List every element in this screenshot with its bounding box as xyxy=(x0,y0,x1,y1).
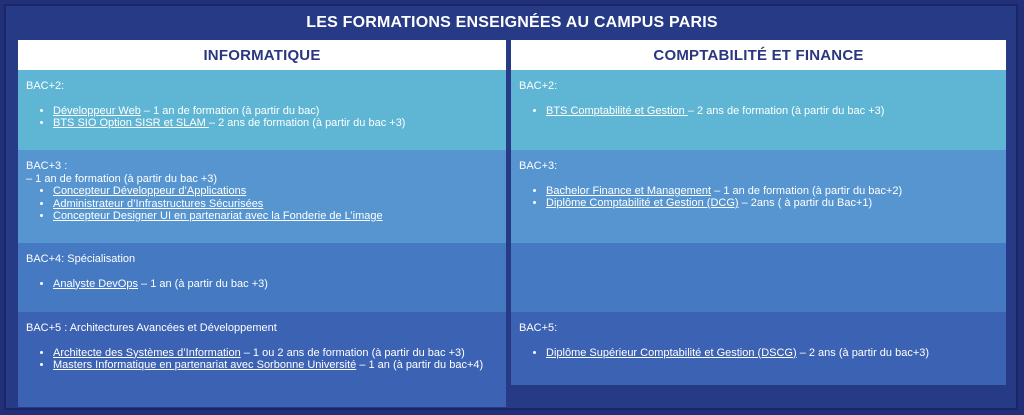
program-detail: – 2 ans de formation (à partir du bac +3) xyxy=(208,117,406,129)
program-link-architecte-si[interactable]: Architecte des Systèmes d’Information xyxy=(53,346,241,359)
level-label: BAC+2: xyxy=(26,80,65,92)
program-list xyxy=(519,105,998,118)
list-item xyxy=(53,185,498,198)
level-label: BAC+5 : Architectures Avancées et Développement xyxy=(26,322,277,334)
program-link-analyste-devops[interactable]: Analyste DevOps xyxy=(53,277,138,290)
level-label: BAC+3 : xyxy=(26,160,68,172)
row-bac4 xyxy=(18,243,506,312)
list-item xyxy=(546,347,998,360)
program-list xyxy=(519,185,998,210)
row-bac3 xyxy=(18,150,506,243)
row-bac2 xyxy=(511,70,1006,150)
column-header: COMPTABILITÉ ET FINANCE xyxy=(511,40,1006,70)
program-link-dcg[interactable]: Diplôme Comptabilité et Gestion (DCG) xyxy=(546,197,739,209)
row-bac5 xyxy=(511,312,1006,385)
column-header: INFORMATIQUE xyxy=(18,40,506,70)
program-link-administrateur-infrastructures[interactable]: Administrateur d’Infrastructures Sécurisées xyxy=(53,197,264,210)
row-bac2 xyxy=(18,70,506,150)
page-title: LES FORMATIONS ENSEIGNÉES AU CAMPUS PARIS xyxy=(306,14,718,31)
row-bac3 xyxy=(511,150,1006,243)
program-detail: – 1 an de formation (à partir du bac) xyxy=(140,104,320,117)
program-detail: – 1 an (à partir du bac+4) xyxy=(356,359,484,371)
list-item xyxy=(546,197,998,210)
program-link-bts-sio[interactable]: BTS SIO Option SISR et SLAM xyxy=(53,117,209,129)
program-detail: – 1 an de formation (à partir du bac+2) xyxy=(711,184,903,197)
row-bac5 xyxy=(18,312,506,407)
program-link-concepteur-developpeur[interactable]: Concepteur Développeur d’Applications xyxy=(53,185,247,197)
program-link-developpeur-web[interactable]: Développeur Web xyxy=(53,104,141,117)
column-informatique xyxy=(18,40,506,407)
program-detail: – 2ans ( à partir du Bac+1) xyxy=(738,197,873,209)
column-comptabilite-finance xyxy=(511,40,1006,385)
level-label: BAC+5: xyxy=(519,322,558,334)
program-list xyxy=(26,347,498,372)
list-item xyxy=(53,198,498,211)
level-intro: – 1 an de formation (à partir du bac +3) xyxy=(26,172,218,185)
program-detail: – 1 ou 2 ans de formation (à partir du bac +3) xyxy=(240,346,465,359)
list-item xyxy=(53,347,498,360)
program-detail: – 2 ans de formation (à partir du bac +3) xyxy=(687,104,885,117)
program-list xyxy=(26,278,498,291)
list-item xyxy=(53,117,498,130)
program-link-bts-comptabilite[interactable]: BTS Comptabilité et Gestion xyxy=(546,104,688,117)
list-item xyxy=(546,105,998,118)
program-link-concepteur-designer-ui[interactable]: Concepteur Designer UI en partenariat avec la Fonderie de L’image xyxy=(53,210,383,222)
program-link-bachelor-finance[interactable]: Bachelor Finance et Management xyxy=(546,184,712,197)
row-empty xyxy=(511,243,1006,312)
program-link-masters-informatique[interactable]: Masters Informatique en partenariat avec Sorbonne Université xyxy=(53,359,357,371)
list-item xyxy=(546,185,998,198)
program-link-dscg[interactable]: Diplôme Supérieur Comptabilité et Gestion (DSCG) xyxy=(546,346,797,359)
program-list xyxy=(26,105,498,130)
list-item xyxy=(53,359,498,372)
program-detail: – 2 ans (à partir du bac+3) xyxy=(796,346,930,359)
list-item xyxy=(53,105,498,118)
list-item xyxy=(53,210,498,223)
level-label: BAC+2: xyxy=(519,80,558,92)
list-item xyxy=(53,278,498,291)
program-list xyxy=(519,347,998,360)
level-label: BAC+3: xyxy=(519,160,558,172)
program-detail: – 1 an (à partir du bac +3) xyxy=(137,277,268,290)
program-list xyxy=(26,185,498,223)
level-label: BAC+4: Spécialisation xyxy=(26,253,136,265)
